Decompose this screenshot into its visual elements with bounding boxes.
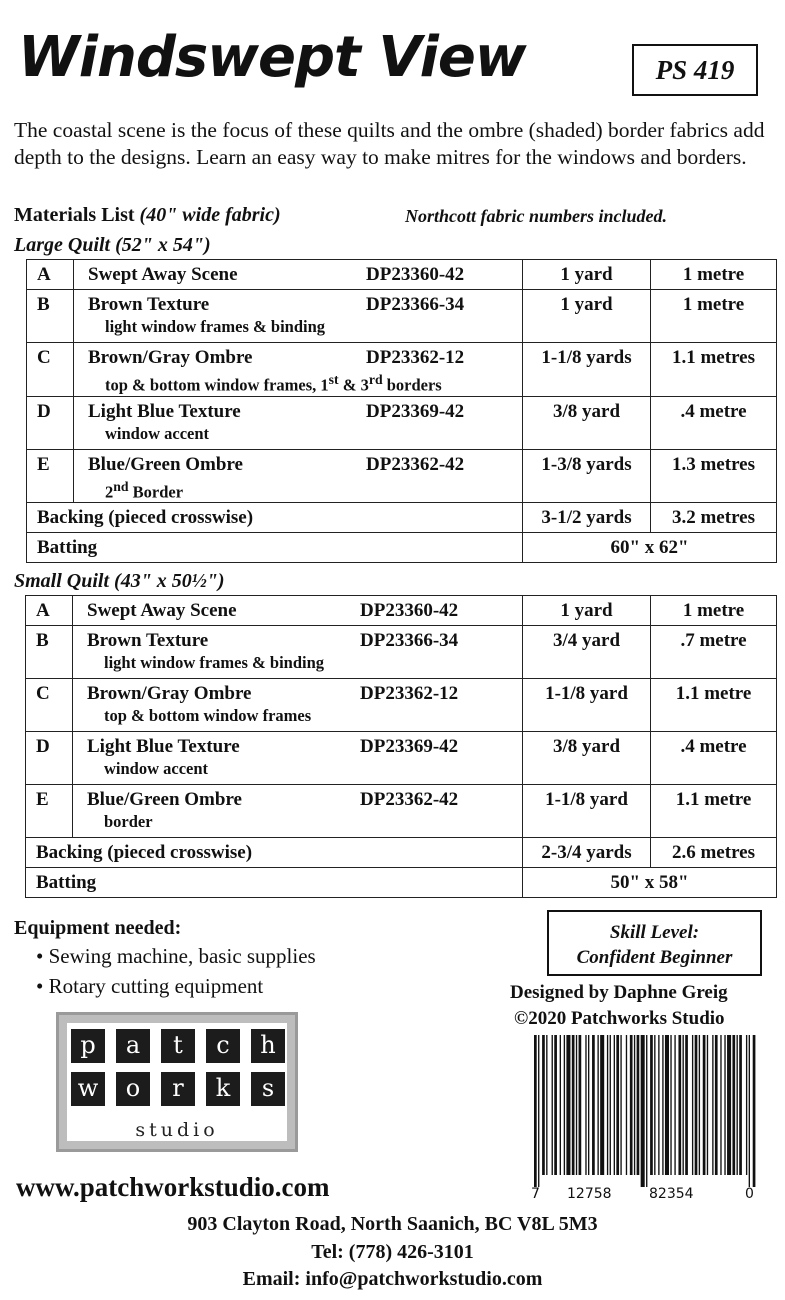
barcode-bar — [737, 1035, 738, 1175]
pattern-code: PS 419 — [655, 54, 735, 85]
fabric-description — [74, 396, 523, 449]
fabric-code: DP23360-42 — [366, 264, 465, 285]
barcode-bar — [554, 1035, 557, 1175]
small-quilt-table — [25, 595, 777, 898]
designer-credit: Designed by Daphne Greig — [510, 982, 728, 1003]
table-row — [27, 343, 777, 397]
fabric-name: Brown/Gray Ombre — [88, 347, 253, 368]
large-quilt-title: Large Quilt (52" x 54") — [14, 234, 211, 256]
copyright-notice: ©2020 Patchworks Studio — [514, 1008, 725, 1029]
telephone: Tel: (778) 426-3101 — [311, 1241, 474, 1263]
barcode-bar — [654, 1035, 655, 1175]
table-row — [27, 290, 777, 343]
patchworks-logo — [56, 1012, 298, 1152]
barcode-bar — [674, 1035, 675, 1175]
barcode-bar — [658, 1035, 659, 1175]
backing-metres: 2.6 metres — [651, 838, 777, 868]
fabric-letter: D — [26, 732, 73, 785]
equipment-item-text: Rotary cutting equipment — [48, 974, 264, 998]
fabric-letter: C — [27, 343, 74, 397]
fabric-yards: 1-3/8 yards — [523, 449, 651, 503]
barcode-bar — [620, 1035, 621, 1175]
skill-level-box — [547, 910, 762, 976]
logo-tile: k — [206, 1072, 240, 1106]
fabric-yards: 1-1/8 yards — [523, 343, 651, 397]
logo-tile: t — [161, 1029, 195, 1063]
barcode-bar — [699, 1035, 700, 1175]
fabric-code: DP23362-12 — [360, 683, 459, 704]
barcode-bar — [670, 1035, 671, 1175]
barcode-bar — [588, 1035, 589, 1175]
website-link[interactable]: www.patchworkstudio.com — [16, 1172, 330, 1202]
batting-size: 60" x 62" — [523, 533, 777, 563]
backing-yards: 2-3/4 yards — [523, 838, 651, 868]
barcode-bar — [695, 1035, 698, 1175]
logo-tile: w — [71, 1072, 105, 1106]
barcode-bar — [576, 1035, 577, 1175]
table-row — [27, 260, 777, 290]
fabric-letter: A — [27, 260, 74, 290]
equipment-heading: Equipment needed: — [14, 917, 182, 939]
table-row — [26, 679, 777, 732]
fabric-usage: 2nd Border — [105, 478, 184, 501]
fabric-description — [74, 290, 523, 343]
large-quilt-table — [26, 259, 777, 563]
barcode-bar — [630, 1035, 633, 1175]
pattern-code-badge — [632, 44, 758, 96]
barcode-bar — [592, 1035, 595, 1175]
barcode-bar — [552, 1035, 553, 1175]
table-row — [27, 533, 777, 563]
fabric-letter: B — [27, 290, 74, 343]
fabric-name: Brown Texture — [88, 294, 210, 315]
fabric-metres: 1 metre — [651, 596, 777, 626]
table-row — [26, 626, 777, 679]
fabric-name: Light Blue Texture — [88, 400, 241, 422]
intro-paragraph: The coastal scene is the focus of these quilts and the ombre (shaded) border fabrics add depth to the designs. Learn an easy way to make mitres for the windows and borders. — [14, 118, 765, 169]
table-row — [27, 396, 777, 449]
fabric-code: DP23369-42 — [366, 400, 465, 422]
fabric-description — [73, 679, 523, 732]
fabric-metres: .7 metre — [651, 626, 777, 679]
barcode-bar — [597, 1035, 598, 1175]
backing-label: Backing (pieced crosswise) — [27, 503, 523, 533]
barcode-bar — [739, 1035, 742, 1175]
barcode-bar — [665, 1035, 669, 1175]
logo-subtitle: studio — [135, 1119, 219, 1141]
fabric-metres: 1.1 metre — [651, 785, 777, 838]
barcode-bar — [600, 1035, 604, 1175]
barcode-bar — [607, 1035, 608, 1175]
page-title: Windswept View — [18, 25, 526, 90]
barcode-bar — [637, 1035, 640, 1175]
barcode-bar — [610, 1035, 611, 1175]
skill-level-label: Skill Level: — [609, 922, 700, 943]
barcode-bar — [707, 1035, 708, 1175]
fabric-description — [74, 343, 523, 397]
fabric-yards: 3/8 yard — [523, 732, 651, 785]
fabric-name: Brown/Gray Ombre — [87, 683, 252, 704]
fabric-code: DP23360-42 — [360, 600, 459, 621]
barcode-bar — [662, 1035, 663, 1175]
fabric-name: Light Blue Texture — [87, 736, 240, 757]
fabric-usage: window accent — [105, 423, 210, 443]
fabric-code: DP23366-34 — [366, 294, 465, 315]
barcode-bar — [641, 1035, 645, 1187]
logo-tile: s — [251, 1072, 285, 1106]
barcode-bar — [683, 1035, 684, 1175]
batting-size: 50" x 58" — [523, 868, 777, 898]
logo-tile: a — [116, 1029, 150, 1063]
fabric-letter: D — [27, 396, 74, 449]
fabric-usage: light window frames & binding — [105, 317, 326, 336]
fabric-name: Swept Away Scene — [87, 600, 237, 621]
fabric-yards: 1 yard — [523, 596, 651, 626]
backing-yards: 3-1/2 yards — [523, 503, 651, 533]
table-row — [26, 838, 777, 868]
backing-label: Backing (pieced crosswise) — [26, 838, 523, 868]
fabric-code: DP23362-12 — [366, 347, 465, 368]
table-row — [27, 503, 777, 533]
barcode-bar — [746, 1035, 747, 1175]
fabric-description — [73, 626, 523, 679]
barcode-bar — [712, 1035, 713, 1175]
fabric-usage: border — [104, 812, 153, 831]
backing-metres: 3.2 metres — [651, 503, 777, 533]
fabric-usage: light window frames & binding — [104, 653, 325, 672]
fabric-metres: 1.3 metres — [651, 449, 777, 503]
fabric-yards: 1-1/8 yard — [523, 785, 651, 838]
fabric-yards: 3/8 yard — [523, 396, 651, 449]
barcode-digit: 7 — [531, 1186, 540, 1202]
table-row — [27, 449, 777, 503]
barcode-bar — [564, 1035, 565, 1175]
fabric-usage: window accent — [104, 759, 209, 778]
fabric-letter: E — [26, 785, 73, 838]
table-row — [26, 868, 777, 898]
barcode-bar — [692, 1035, 693, 1175]
barcode-bar — [538, 1035, 539, 1187]
small-quilt-title: Small Quilt (43" x 50½") — [14, 570, 225, 592]
barcode-digit: 12758 — [567, 1186, 612, 1202]
barcode-bar — [703, 1035, 706, 1175]
logo-tile: h — [251, 1029, 285, 1063]
equipment-item: • Rotary cutting equipment — [36, 974, 264, 998]
barcode-bar — [720, 1035, 721, 1175]
barcode-bar — [749, 1035, 750, 1187]
fabric-usage: top & bottom window frames, 1st & 3rd borders — [105, 372, 442, 395]
barcode-bar — [753, 1035, 756, 1187]
barcode-bar — [646, 1035, 647, 1187]
fabric-code: DP23362-42 — [366, 453, 465, 475]
equipment-item: • Sewing machine, basic supplies — [36, 944, 316, 968]
email[interactable]: Email: info@patchworkstudio.com — [242, 1268, 543, 1290]
barcode-bar — [579, 1035, 582, 1175]
barcode-bar — [724, 1035, 725, 1175]
fabric-name: Blue/Green Ombre — [87, 789, 242, 810]
fabric-metres: 1 metre — [651, 290, 777, 343]
fabric-metres: .4 metre — [651, 396, 777, 449]
barcode-bar — [546, 1035, 547, 1175]
fabric-metres: .4 metre — [651, 732, 777, 785]
barcode-bar — [732, 1035, 735, 1175]
fabric-description — [73, 785, 523, 838]
barcode-bar — [626, 1035, 627, 1175]
barcode-bar — [715, 1035, 718, 1175]
logo-tile: c — [206, 1029, 240, 1063]
logo-tile: r — [161, 1072, 195, 1106]
fabric-description — [74, 260, 523, 290]
fabric-usage: top & bottom window frames — [104, 706, 312, 725]
barcode — [532, 1035, 758, 1187]
barcode-bar — [727, 1035, 731, 1175]
skill-level-value: Confident Beginner — [576, 947, 733, 968]
logo-tile: p — [71, 1029, 105, 1063]
fabric-letter: B — [26, 626, 73, 679]
fabric-name: Brown Texture — [87, 630, 209, 651]
barcode-digit: 0 — [745, 1186, 754, 1202]
barcode-bar — [685, 1035, 688, 1175]
fabric-yards: 1 yard — [523, 260, 651, 290]
barcode-bar — [566, 1035, 570, 1175]
batting-label: Batting — [26, 868, 523, 898]
table-row — [26, 596, 777, 626]
fabric-description — [73, 732, 523, 785]
fabric-letter: A — [26, 596, 73, 626]
northcott-note: Northcott fabric numbers included. — [405, 206, 668, 226]
fabric-metres: 1.1 metres — [651, 343, 777, 397]
fabric-description — [73, 596, 523, 626]
fabric-yards: 1 yard — [523, 290, 651, 343]
fabric-letter: E — [27, 449, 74, 503]
address: 903 Clayton Road, North Saanich, BC V8L 5M3 — [187, 1213, 598, 1235]
fabric-name: Blue/Green Ombre — [88, 453, 243, 475]
fabric-description — [74, 449, 523, 503]
fabric-name: Swept Away Scene — [88, 264, 238, 285]
batting-label: Batting — [27, 533, 523, 563]
materials-heading-text: Materials List — [14, 204, 135, 226]
table-row — [26, 785, 777, 838]
barcode-bar — [585, 1035, 586, 1175]
equipment-item-text: Sewing machine, basic supplies — [48, 944, 316, 968]
fabric-letter: C — [26, 679, 73, 732]
barcode-bar — [542, 1035, 545, 1175]
fabric-code: DP23369-42 — [360, 736, 459, 757]
table-row — [26, 732, 777, 785]
barcode-bar — [650, 1035, 653, 1175]
barcode-bar — [616, 1035, 619, 1175]
logo-tile: o — [116, 1072, 150, 1106]
materials-heading — [14, 204, 281, 227]
fabric-code: DP23362-42 — [360, 789, 459, 810]
fabric-metres: 1.1 metre — [651, 679, 777, 732]
fabric-yards: 1-1/8 yard — [523, 679, 651, 732]
materials-heading-note: (40" wide fabric) — [139, 204, 281, 226]
barcode-bar — [534, 1035, 537, 1187]
barcode-bar — [678, 1035, 681, 1175]
barcode-bar — [572, 1035, 575, 1175]
barcode-bar — [614, 1035, 615, 1175]
fabric-yards: 3/4 yard — [523, 626, 651, 679]
barcode-bar — [560, 1035, 561, 1175]
fabric-metres: 1 metre — [651, 260, 777, 290]
barcode-digit: 82354 — [649, 1186, 694, 1202]
fabric-code: DP23366-34 — [360, 630, 459, 651]
barcode-bar — [634, 1035, 635, 1175]
